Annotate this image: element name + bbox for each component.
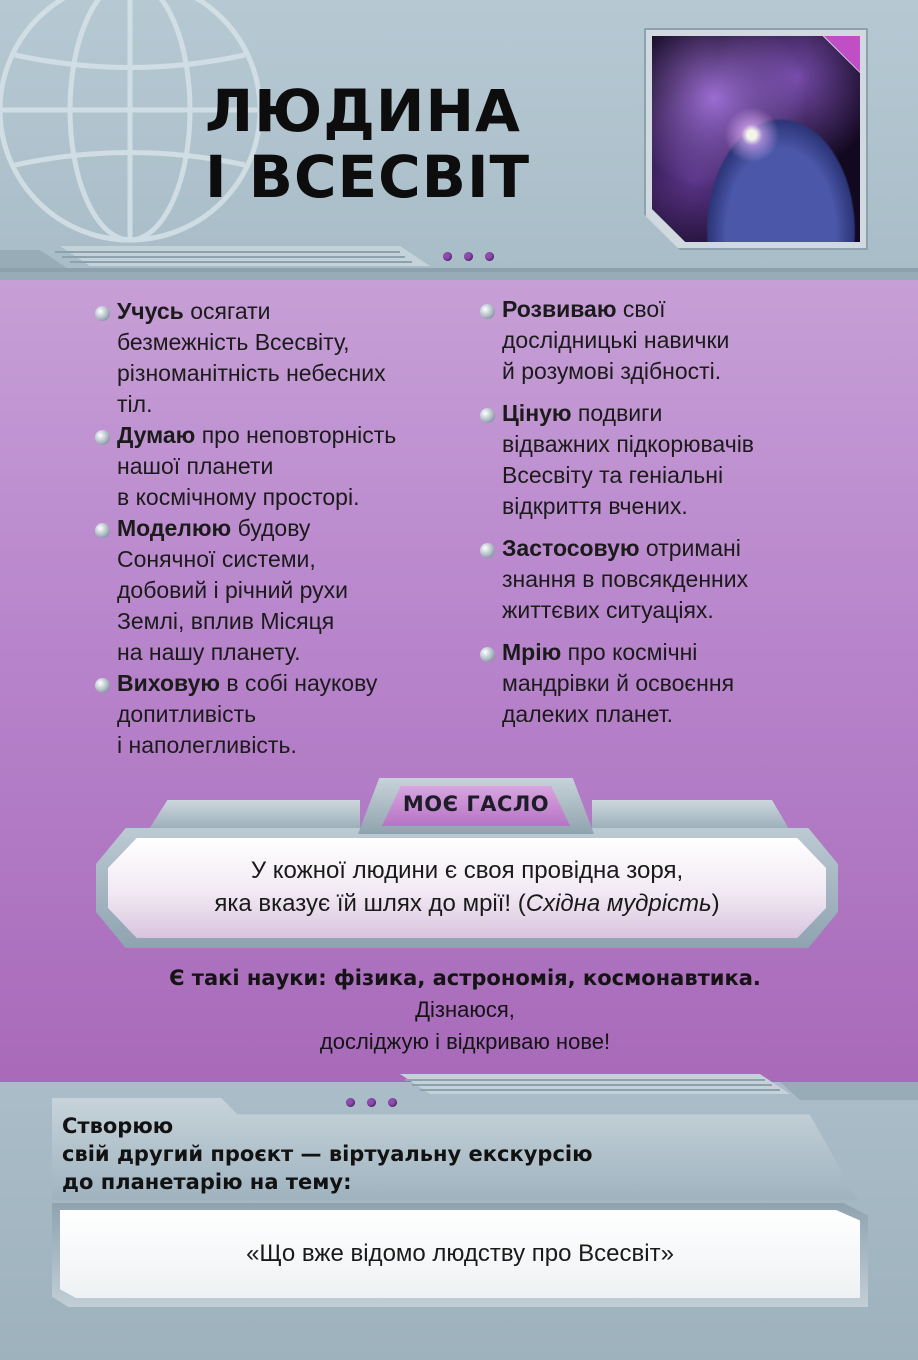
bullet-icon — [95, 523, 110, 538]
dot-icon — [367, 1098, 376, 1107]
item-text: мандрівки й освоєння — [502, 670, 735, 696]
item-text: далеких планет. — [502, 701, 673, 727]
title-line-2: І ВСЕСВІТ — [205, 143, 531, 211]
item-keyword: Думаю — [117, 422, 196, 448]
bullet-icon — [95, 306, 110, 321]
item-text: безмежність Всесвіту, — [117, 329, 350, 355]
bullet-icon — [95, 430, 110, 445]
bullet-icon — [480, 647, 495, 662]
item-text: про неповторність — [195, 422, 397, 448]
header-dots — [443, 252, 494, 261]
project-line: свій другий проєкт — віртуальну екскурсію — [62, 1142, 593, 1166]
item-text: і наполегливість. — [117, 732, 297, 758]
project-line: до планетарію на тему: — [62, 1170, 352, 1194]
item-keyword: Моделюю — [117, 515, 232, 541]
item-text: різноманітність небесних — [117, 360, 386, 386]
motto-line-1: У кожної людини є своя провідна зоря, — [250, 857, 684, 884]
list-item — [480, 533, 880, 626]
item-text: отримані — [639, 535, 741, 561]
item-text: в собі наукову — [220, 670, 378, 696]
item-keyword: Виховую — [117, 670, 221, 696]
page-title — [205, 78, 530, 210]
bullet-icon — [480, 304, 495, 319]
dot-icon — [388, 1098, 397, 1107]
bullet-icon — [95, 678, 110, 693]
motto-text — [108, 854, 826, 920]
list-item — [95, 668, 465, 761]
item-text: допитливість — [117, 701, 257, 727]
item-text: дослідницькі навички — [502, 327, 730, 353]
item-keyword: Ціную — [502, 400, 572, 426]
project-line: Створюю — [62, 1114, 174, 1138]
dot-icon — [485, 252, 494, 261]
item-text: Всесвіту та геніальні — [502, 462, 724, 488]
item-keyword: Учусь — [117, 298, 184, 324]
dot-icon — [464, 252, 473, 261]
motto-line-2 — [108, 887, 826, 920]
item-text: будову — [231, 515, 311, 541]
item-text: нашої планети — [117, 453, 274, 479]
title-line-1: ЛЮДИНА — [205, 77, 521, 145]
item-text: подвиги — [571, 400, 663, 426]
item-text: й розумові здібності. — [502, 358, 722, 384]
goals-left-column — [95, 296, 465, 761]
item-text: знання в повсякденних — [502, 566, 749, 592]
bullet-icon — [480, 408, 495, 423]
item-text: добовий і річний рухи — [117, 577, 349, 603]
item-text: на нашу планету. — [117, 639, 301, 665]
item-text: в космічному просторі. — [117, 484, 360, 510]
item-text: осягати — [183, 298, 271, 324]
item-text: життєвих ситуаціях. — [502, 597, 714, 623]
goals-right-column — [480, 294, 880, 741]
item-keyword: Розвиваю — [502, 296, 617, 322]
list-item — [95, 420, 465, 513]
list-item — [480, 294, 880, 387]
footer-dots — [346, 1098, 397, 1107]
list-item — [480, 637, 880, 730]
item-text: свої — [616, 296, 666, 322]
item-text: відважних підкорювачів — [502, 431, 755, 457]
item-text: Землі, вплив Місяця — [117, 608, 335, 634]
list-item — [480, 398, 880, 522]
cosmos-image — [652, 36, 860, 242]
motto-line-2-end: ) — [711, 890, 720, 917]
item-text: про космічні — [561, 639, 698, 665]
dot-icon — [443, 252, 452, 261]
motto-label: МОЄ ГАСЛО — [402, 792, 550, 816]
item-keyword: Мрію — [502, 639, 562, 665]
dot-icon — [346, 1098, 355, 1107]
item-keyword: Застосовую — [502, 535, 640, 561]
sciences-line: досліджую і відкриваю нове! — [319, 1029, 611, 1054]
sciences-heading: Є такі науки: фізика, астрономія, космонавтика. — [169, 966, 761, 990]
project-title — [62, 1112, 702, 1196]
item-text: Сонячної системи, — [117, 546, 316, 572]
motto-source: Східна мудрість — [525, 890, 712, 917]
project-topic: «Що вже відомо людству про Всесвіт» — [246, 1240, 674, 1267]
motto-banner — [96, 778, 838, 948]
list-item — [95, 513, 465, 668]
bullet-icon — [480, 543, 495, 558]
item-text: відкриття вчених. — [502, 493, 688, 519]
item-text: тіл. — [117, 391, 153, 417]
list-item — [95, 296, 465, 420]
motto-line-2-start: яка вказує їй шлях до мрії! ( — [214, 890, 526, 917]
sciences-block — [0, 962, 918, 1058]
sciences-line: Дізнаюся, — [415, 997, 515, 1022]
